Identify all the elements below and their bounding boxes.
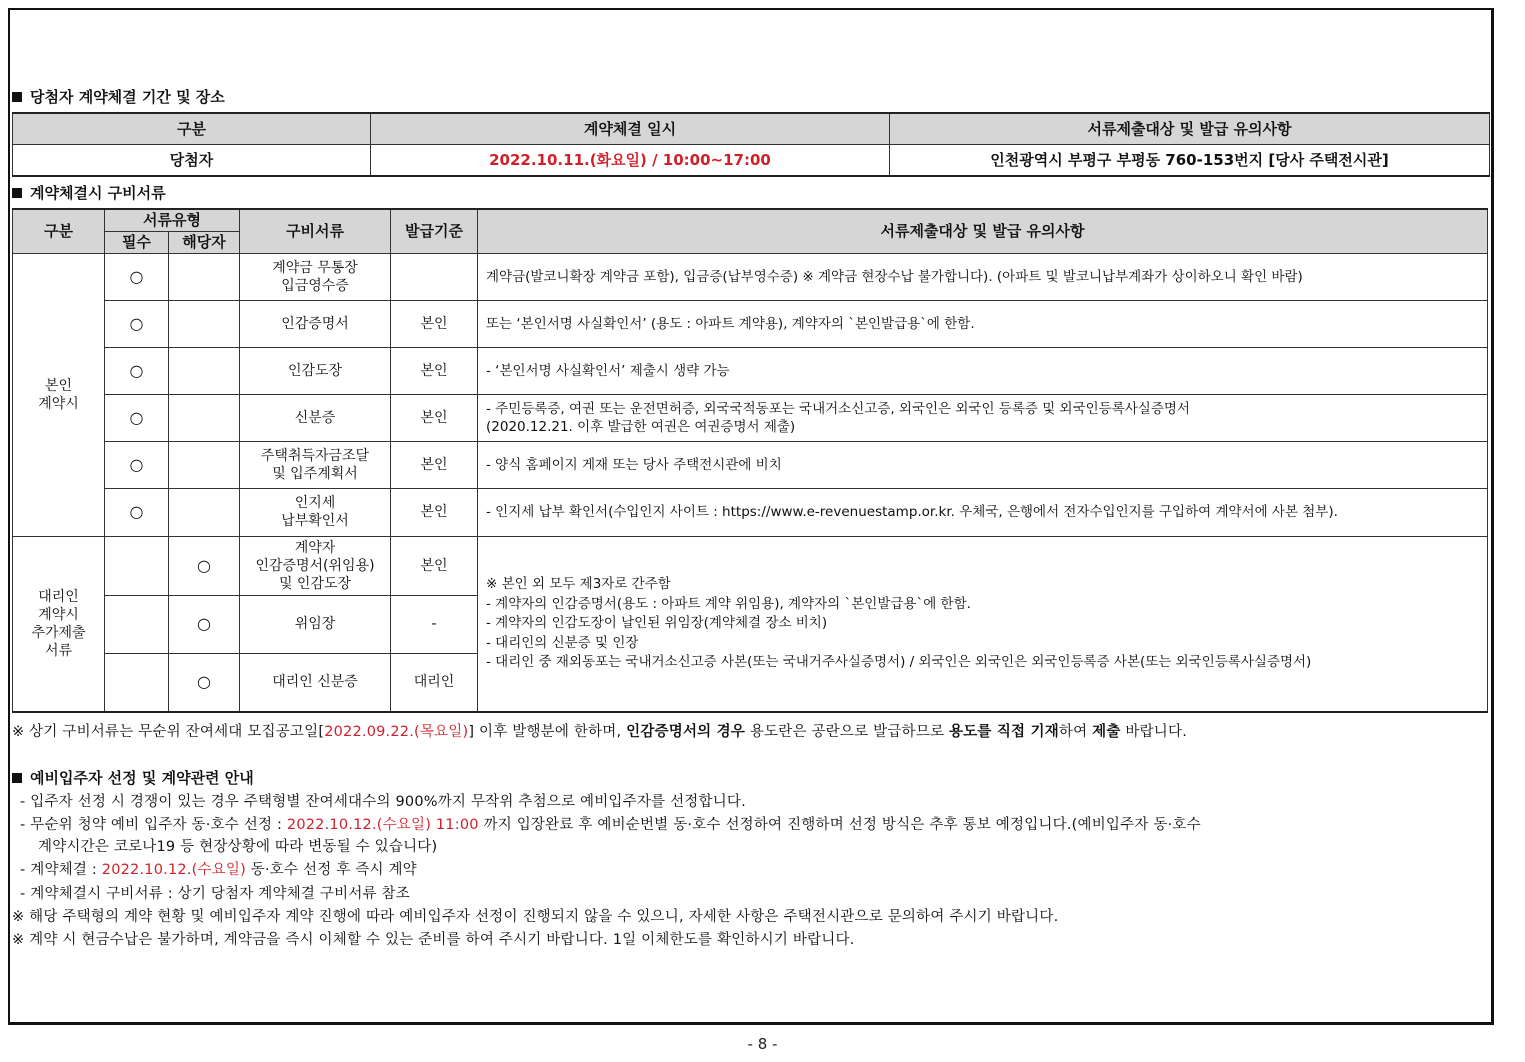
- applicable-cell: [169, 253, 240, 300]
- applicable-cell: [169, 488, 240, 536]
- table-header-row: [13, 209, 1488, 231]
- square-bullet-icon: [12, 188, 22, 198]
- documents-footnote: [12, 720, 1187, 741]
- doc-note: - 주민등록증, 여권 또는 운전면허증, 외국국적동포는 국내거소신고증, 외국인은 외국인 등록증 및 외국인등록사실증명서 (2020.12.21. 이후 발급한 여권은 여권증명서 제출): [478, 394, 1488, 441]
- reserve-line-2: [20, 813, 1201, 834]
- doc-basis: 본인: [391, 488, 478, 536]
- required-circle-icon: ○: [105, 347, 169, 394]
- applicable-circle-icon: ○: [169, 653, 240, 712]
- reserve-line-3: 계약시간은 코로나19 등 현장상황에 따라 변동될 수 있습니다): [38, 839, 438, 855]
- header-applicable: 해당자: [169, 231, 240, 253]
- header-basis: 발급기준: [391, 209, 478, 253]
- table-row: [13, 347, 1488, 394]
- reserve-line-1: - 입주자 선정 시 경쟁이 있는 경우 주택형별 잔여세대수의 900%까지 무작위 추첨으로 예비입주자를 선정합니다.: [20, 794, 746, 810]
- footnote-text: 용도란은 공란으로 발급하므로: [745, 724, 949, 740]
- doc-basis: 본인: [391, 394, 478, 441]
- footnote-text: 바랍니다.: [1120, 724, 1188, 740]
- square-bullet-icon: [12, 773, 22, 783]
- applicable-cell: [169, 347, 240, 394]
- line-text: - 계약체결 :: [20, 862, 102, 878]
- footnote-bold: 인감증명서의 경우: [626, 724, 746, 740]
- doc-name: 인감증명서: [240, 300, 391, 347]
- footnote-text: 하여: [1058, 724, 1093, 740]
- group-self-contract: 본인 계약시: [13, 253, 105, 536]
- header-required: 필수: [105, 231, 169, 253]
- contract-period-table: [12, 112, 1490, 177]
- group-agent-contract: 대리인 계약시 추가제출 서류: [13, 536, 105, 712]
- applicable-cell: [169, 394, 240, 441]
- required-cell: [105, 536, 169, 595]
- contract-date: 2022.10.11.(화요일) / 10:00~17:00: [371, 144, 890, 176]
- page-number: - 8 -: [747, 1035, 778, 1053]
- applicable-cell: [169, 441, 240, 488]
- required-cell: [105, 595, 169, 653]
- table-row: [13, 144, 1490, 176]
- table-row: [13, 300, 1488, 347]
- contract-date: 2022.10.12.(수요일): [101, 862, 246, 878]
- table-header-row: [13, 113, 1490, 144]
- doc-name: 인감도장: [240, 347, 391, 394]
- doc-basis: 본인: [391, 300, 478, 347]
- header-category: 구분: [13, 209, 105, 253]
- required-cell: [105, 653, 169, 712]
- doc-basis: -: [391, 595, 478, 653]
- reserve-line-5: - 계약체결시 구비서류 : 상기 당첨자 계약체결 구비서류 참조: [20, 886, 410, 902]
- section-title-text: 예비입주자 선정 및 계약관련 안내: [30, 769, 254, 787]
- required-circle-icon: ○: [105, 253, 169, 300]
- header-notes: 서류제출대상 및 발급 유의사항: [478, 209, 1488, 253]
- header-category: 구분: [13, 113, 371, 144]
- section-title-contract-period: [12, 86, 225, 107]
- section-title-reserve: [12, 767, 254, 788]
- doc-name: 신분증: [240, 394, 391, 441]
- doc-note: - 인지세 납부 확인서(수입인지 사이트 : https://www.e-revenuestamp.or.kr. 우체국, 은행에서 전자수입인지를 구입하여 계약서에 사본 첨부).: [478, 488, 1488, 536]
- doc-name: 인지세 납부확인서: [240, 488, 391, 536]
- required-circle-icon: ○: [105, 300, 169, 347]
- header-place: 서류제출대상 및 발급 유의사항: [890, 113, 1490, 144]
- doc-basis: 본인: [391, 536, 478, 595]
- applicable-circle-icon: ○: [169, 536, 240, 595]
- doc-name: 위임장: [240, 595, 391, 653]
- header-doc: 구비서류: [240, 209, 391, 253]
- reserve-line-4: [20, 858, 417, 879]
- reserve-date: 2022.10.12.(수요일) 11:00: [286, 817, 479, 833]
- line-text: - 무순위 청약 예비 입주자 동·호수 선정 :: [20, 817, 287, 833]
- line-text: 까지 입장완료 후 예비순번별 동·호수 선정하여 진행하며 선정 방식은 추후 통보 예정입니다.(예비입주자 동·호수: [478, 817, 1201, 833]
- footnote-bold: 제출: [1092, 724, 1121, 740]
- table-row: [13, 536, 1488, 595]
- required-circle-icon: ○: [105, 488, 169, 536]
- square-bullet-icon: [12, 92, 22, 102]
- doc-name: 계약자 인감증명서(위임용) 및 인감도장: [240, 536, 391, 595]
- notice-date: 2022.09.22.(목요일): [324, 724, 469, 740]
- winner-label: 당첨자: [13, 144, 371, 176]
- footnote-text: ] 이후 발행분에 한하며,: [468, 724, 627, 740]
- doc-name: 대리인 신분증: [240, 653, 391, 712]
- required-circle-icon: ○: [105, 394, 169, 441]
- applicable-circle-icon: ○: [169, 595, 240, 653]
- section-title-documents: [12, 182, 166, 203]
- doc-note: 계약금(발코니확장 계약금 포함), 입금증(납부영수증) ※ 계약금 현장수납 불가합니다). (아파트 및 발코니납부계좌가 상이하오니 확인 바람): [478, 253, 1488, 300]
- reserve-line-6: ※ 해당 주택형의 계약 현황 및 예비입주자 계약 진행에 따라 예비입주자 선정이 진행되지 않을 수 있으니, 자세한 사항은 주택전시관으로 문의하여 주시기 바랍니다.: [12, 909, 1059, 925]
- agent-notes: ※ 본인 외 모두 제3자로 간주함 - 계약자의 인감증명서(용도 : 아파트 계약 위임용), 계약자의 `본인발급용`에 한함. - 계약자의 인감도장이 날인된 위임장(계약체결 장소 비치) - 대리인의 신분증 및 인장 - 대리인 중 재외동포는 국내거소신고증 사본(또는 국내거주사실증명서) / 외국인은 외국인은 외국인등록증 사본(또는 외국인등록사실증명서): [478, 536, 1488, 712]
- doc-basis: [391, 253, 478, 300]
- required-circle-icon: ○: [105, 441, 169, 488]
- reserve-line-7: ※ 계약 시 현금수납은 불가하며, 계약금을 즉시 이체할 수 있는 준비를 하여 주시기 바랍니다. 1일 이체한도를 확인하시기 바랍니다.: [12, 932, 855, 948]
- applicable-cell: [169, 300, 240, 347]
- table-row: [13, 441, 1488, 488]
- doc-note: - 양식 홈페이지 게재 또는 당사 주택전시관에 비치: [478, 441, 1488, 488]
- doc-basis: 대리인: [391, 653, 478, 712]
- doc-note: 또는 ‘본인서명 사실확인서’ (용도 : 아파트 계약용), 계약자의 `본인발급용`에 한함.: [478, 300, 1488, 347]
- doc-name: 주택취득자금조달 및 입주계획서: [240, 441, 391, 488]
- header-doc-type: 서류유형: [105, 209, 240, 231]
- header-date: 계약체결 일시: [371, 113, 890, 144]
- documents-table: [12, 208, 1488, 713]
- line-text: 동·호수 선정 후 즉시 계약: [245, 862, 417, 878]
- doc-basis: 본인: [391, 347, 478, 394]
- doc-name: 계약금 무통장 입금영수증: [240, 253, 391, 300]
- contract-place: 인천광역시 부평구 부평동 760-153번지 [당사 주택전시관]: [890, 144, 1490, 176]
- footnote-text: ※ 상기 구비서류는 무순위 잔여세대 모집공고일[: [12, 724, 325, 740]
- section-title-text: 당첨자 계약체결 기간 및 장소: [30, 88, 225, 106]
- section-title-text: 계약체결시 구비서류: [30, 184, 166, 202]
- table-row: [13, 488, 1488, 536]
- table-row: [13, 394, 1488, 441]
- table-row: [13, 253, 1488, 300]
- footnote-bold: 용도를 직접 기재: [948, 724, 1059, 740]
- doc-basis: 본인: [391, 441, 478, 488]
- doc-note: - ‘본인서명 사실확인서’ 제출시 생략 가능: [478, 347, 1488, 394]
